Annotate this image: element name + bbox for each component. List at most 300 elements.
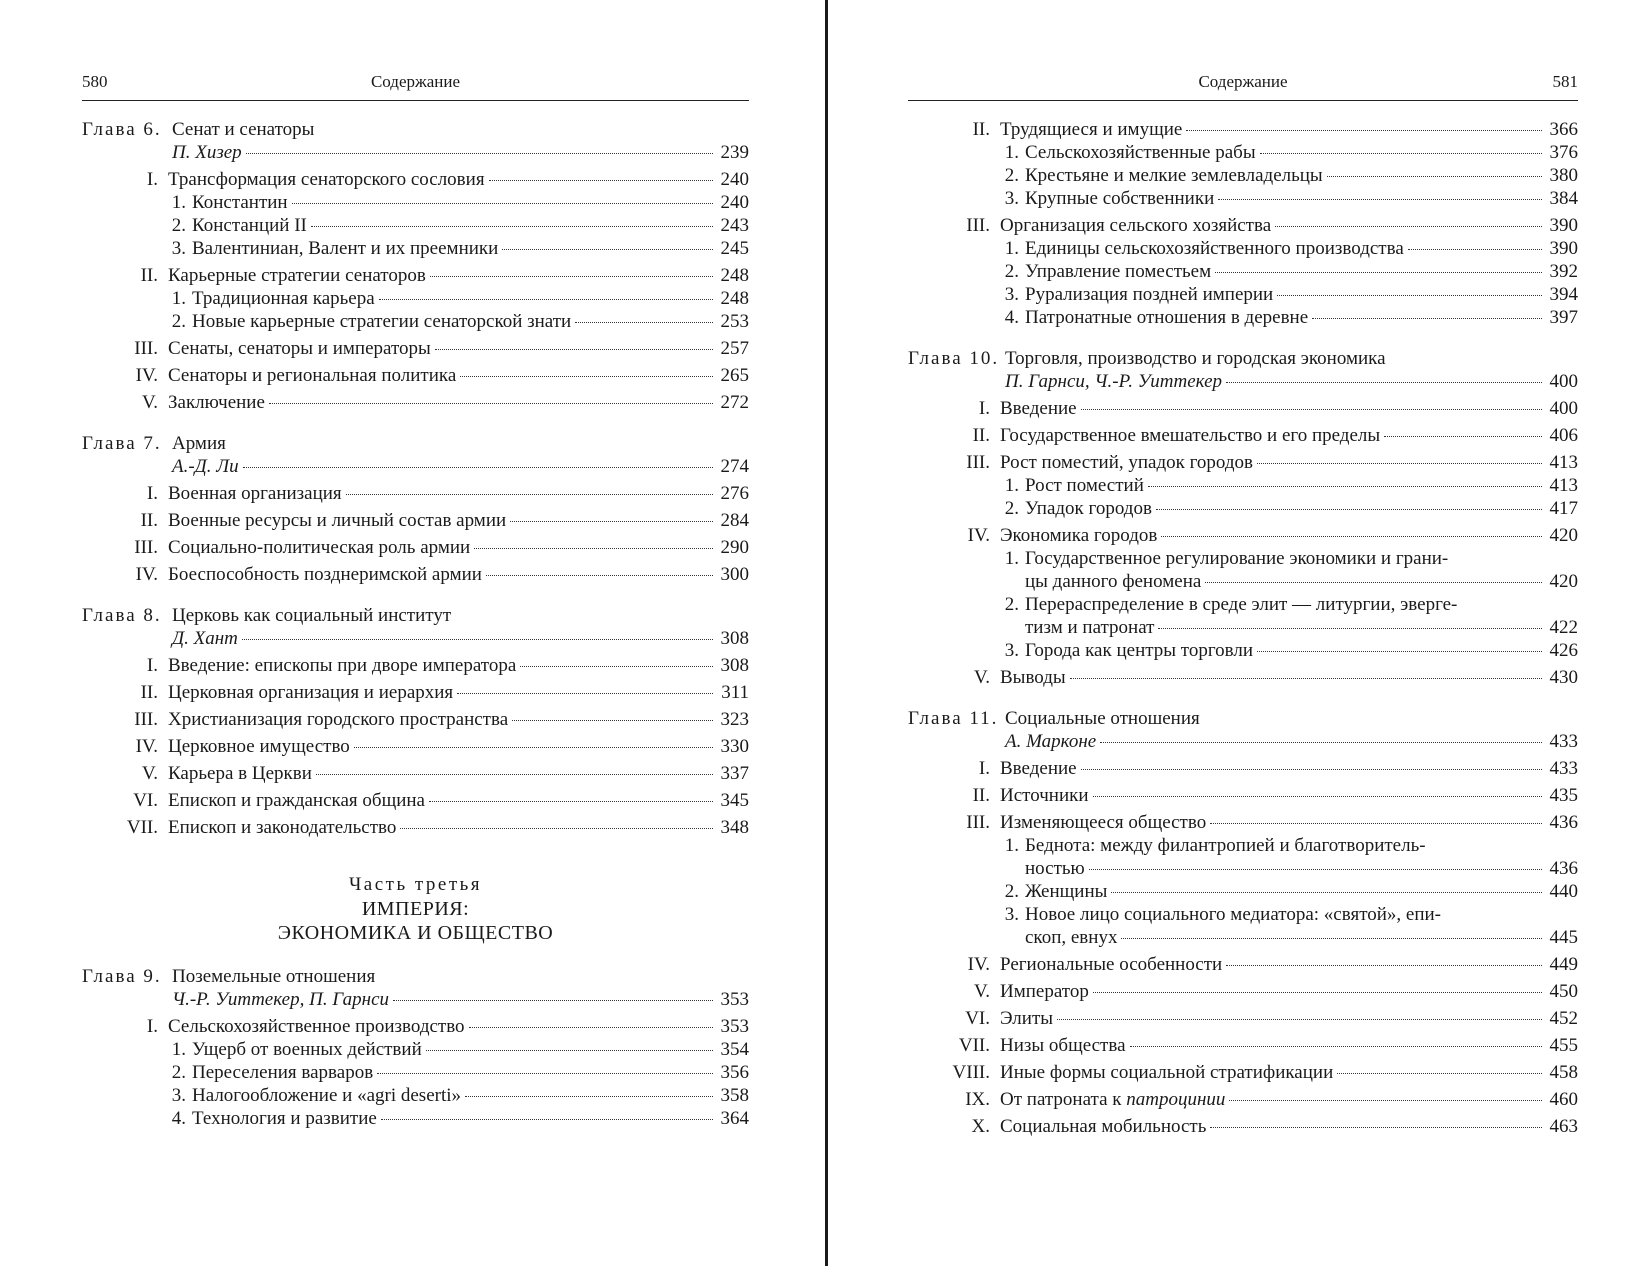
subsection-entry <box>1025 926 1578 949</box>
entry-title: Сельскохозяйственные рабы <box>1025 142 1256 163</box>
table-of-contents <box>82 118 749 1130</box>
entry-label <box>162 310 571 333</box>
dot-leader <box>346 494 713 495</box>
section-entry <box>908 784 1578 807</box>
entry-label <box>995 306 1308 329</box>
entry-title: Низы общества <box>1000 1035 1126 1056</box>
entry-number: I. <box>978 398 990 419</box>
entry-title: Церковная организация и иерархия <box>168 682 454 703</box>
spacer <box>82 414 749 432</box>
entry-number: IV. <box>967 525 990 546</box>
dot-leader <box>1210 1127 1542 1128</box>
chapter-heading <box>82 604 749 627</box>
entry-title: Введение <box>1000 398 1077 419</box>
dot-leader <box>379 299 713 300</box>
entry-number: III. <box>966 215 990 236</box>
entry-title: Женщины <box>1025 881 1108 902</box>
entry-number: IV. <box>967 954 990 975</box>
entry-page: 245 <box>720 238 749 259</box>
entry-title: Христианизация городского пространства <box>168 709 509 730</box>
entry-page: 353 <box>720 1016 749 1037</box>
spacer <box>82 945 749 965</box>
entry-page: 240 <box>720 169 749 190</box>
entry-title: Карьера в Церкви <box>168 763 312 784</box>
entry-page: 436 <box>1549 858 1578 879</box>
chapter-title: Торговля, производство и городская экономика <box>1005 348 1386 369</box>
entry-label <box>82 364 456 387</box>
entry-title: Экономика городов <box>1000 525 1158 546</box>
section-entry <box>82 681 749 704</box>
chapter-title: Армия <box>172 433 226 454</box>
section-entry <box>82 391 749 414</box>
entry-title: Перераспределение в среде элит — литургии, эверге- <box>1025 594 1458 615</box>
entry-number: 2. <box>1004 165 1019 186</box>
entry-label <box>995 283 1273 306</box>
page-number: 581 <box>1552 72 1578 91</box>
entry-label <box>908 811 1206 834</box>
running-title: Содержание <box>370 72 461 91</box>
entry-page: 308 <box>720 628 749 649</box>
subsection-entry <box>162 310 749 333</box>
entry-label <box>1025 570 1201 593</box>
entry-number: 1. <box>1004 142 1019 163</box>
entry-number: III. <box>966 452 990 473</box>
dot-leader <box>1275 226 1542 227</box>
entry-page: 276 <box>720 483 749 504</box>
dot-leader <box>1229 1100 1542 1101</box>
chapter-label: Глава 10. <box>908 348 1000 369</box>
chapter-author <box>82 141 749 164</box>
entry-number: I. <box>146 483 158 504</box>
entry-page: 455 <box>1549 1035 1578 1056</box>
entry-page: 422 <box>1549 617 1578 638</box>
subsection-wrap <box>908 187 1578 210</box>
entry-page: 450 <box>1549 981 1578 1002</box>
subsection-wrap <box>82 237 749 260</box>
entry-number: 2. <box>1004 498 1019 519</box>
subsection-wrap <box>908 141 1578 164</box>
entry-label <box>908 1007 1053 1030</box>
section-entry <box>908 757 1578 780</box>
entry-title: Введение <box>1000 758 1077 779</box>
dot-leader <box>1093 992 1542 993</box>
entry-label <box>82 482 342 505</box>
entry-page: 323 <box>720 709 749 730</box>
section-entry <box>908 953 1578 976</box>
entry-number: IV. <box>135 564 158 585</box>
entry-label <box>82 536 470 559</box>
dot-leader <box>269 403 713 404</box>
entry-page: 440 <box>1549 881 1578 902</box>
entry-label <box>82 1015 465 1038</box>
subsection-wrap <box>995 926 1578 949</box>
entry-number: 3. <box>1004 904 1019 925</box>
dot-leader <box>1205 582 1542 583</box>
entry-title: цы данного феномена <box>1025 571 1202 592</box>
entry-label <box>82 509 506 532</box>
entry-number: VI. <box>133 790 158 811</box>
entry-page: 353 <box>720 989 749 1010</box>
section-entry <box>908 1088 1578 1111</box>
entry-page: 248 <box>720 288 749 309</box>
section-entry <box>908 666 1578 689</box>
subsection-wrap <box>908 306 1578 329</box>
entry-page: 433 <box>1549 758 1578 779</box>
section-entry <box>908 1115 1578 1138</box>
entry-label <box>908 980 1089 1003</box>
entry-label <box>162 1061 373 1084</box>
section-entry <box>82 654 749 677</box>
entry-page: 337 <box>720 763 749 784</box>
entry-number: I. <box>146 655 158 676</box>
entry-page: 240 <box>720 192 749 213</box>
entry-page: 417 <box>1549 498 1578 519</box>
entry-page: 433 <box>1549 731 1578 752</box>
entry-number: 2. <box>171 1062 186 1083</box>
entry-page: 413 <box>1549 452 1578 473</box>
entry-label <box>82 168 485 191</box>
entry-number: VII. <box>958 1035 990 1056</box>
subsection-entry <box>995 497 1578 520</box>
subsection-entry <box>995 237 1578 260</box>
entry-label <box>908 757 1077 780</box>
entry-label <box>995 639 1253 662</box>
entry-page: 358 <box>720 1085 749 1106</box>
entry-page: 239 <box>720 142 749 163</box>
entry-number: II. <box>972 119 990 140</box>
subsection-wrap <box>908 497 1578 520</box>
dot-leader <box>311 226 713 227</box>
chapter-title: Поземельные отношения <box>172 966 376 987</box>
entry-number: 1. <box>1004 835 1019 856</box>
dot-leader <box>426 1050 713 1051</box>
entry-number: VI. <box>965 1008 990 1029</box>
section-entry <box>908 524 1578 547</box>
subsection-entry <box>995 283 1578 306</box>
entry-title: скоп, евнух <box>1025 927 1118 948</box>
entry-label <box>82 563 482 586</box>
entry-page: 366 <box>1549 119 1578 140</box>
entry-number: 1. <box>1004 475 1019 496</box>
entry-label <box>995 474 1144 497</box>
entry-title: Упадок городов <box>1025 498 1152 519</box>
table-of-contents <box>908 118 1578 1138</box>
entry-label <box>908 1034 1126 1057</box>
entry-number: VIII. <box>952 1062 990 1083</box>
dot-leader <box>1215 272 1542 273</box>
dot-leader <box>393 1000 713 1001</box>
entry-number: II. <box>140 510 158 531</box>
spacer <box>908 329 1578 347</box>
entry-page: 272 <box>720 392 749 413</box>
entry-number: 1. <box>171 1039 186 1060</box>
dot-leader <box>400 828 713 829</box>
dot-leader <box>512 720 713 721</box>
entry-title: Крестьяне и мелкие землевладельцы <box>1025 165 1323 186</box>
entry-number: V. <box>141 763 158 784</box>
subsection-entry <box>995 306 1578 329</box>
dot-leader <box>474 548 713 549</box>
entry-label <box>908 784 1089 807</box>
entry-number: 3. <box>1004 284 1019 305</box>
subsection-entry <box>995 260 1578 283</box>
entry-title: Традиционная карьера <box>192 288 375 309</box>
author-name: Ч.-Р. Уиттекер, П. Гарнси <box>172 989 390 1010</box>
section-entry <box>908 118 1578 141</box>
chapter-label: Глава 11. <box>908 708 999 729</box>
subsection-entry <box>995 187 1578 210</box>
subsection-first-line <box>995 593 1578 616</box>
running-title: Содержание <box>1198 72 1288 91</box>
entry-title-italic: патроцинии <box>1126 1089 1226 1110</box>
entry-page: 460 <box>1549 1089 1578 1110</box>
entry-number: V. <box>973 981 990 1002</box>
entry-title: Константин <box>192 192 288 213</box>
subsection-wrap <box>908 834 1578 880</box>
dot-leader <box>1081 409 1542 410</box>
chapter-label: Глава 9. <box>82 966 162 987</box>
dot-leader <box>246 153 713 154</box>
entry-title: Патронатные отношения в деревне <box>1025 307 1309 328</box>
entry-title: Император <box>1000 981 1089 1002</box>
entry-page: 274 <box>720 456 749 477</box>
entry-page: 354 <box>720 1039 749 1060</box>
dot-leader <box>502 249 713 250</box>
entry-label <box>908 953 1222 976</box>
dot-leader <box>435 349 713 350</box>
entry-title: Новые карьерные стратегии сенаторской знати <box>192 311 572 332</box>
subsection-entry <box>162 1107 749 1130</box>
entry-label <box>908 424 1380 447</box>
subsection-entry <box>162 237 749 260</box>
dot-leader <box>1057 1019 1542 1020</box>
entry-title: Региональные особенности <box>1000 954 1223 975</box>
entry-page: 406 <box>1549 425 1578 446</box>
spacer <box>82 586 749 604</box>
dot-leader <box>1100 742 1542 743</box>
entry-number: 2. <box>1004 594 1019 615</box>
entry-label <box>908 1115 1206 1138</box>
entry-page: 348 <box>720 817 749 838</box>
subsection-entry <box>1025 857 1578 880</box>
entry-label <box>908 666 1066 689</box>
book-spine <box>825 0 828 1266</box>
entry-title: Крупные собственники <box>1025 188 1215 209</box>
entry-number: II. <box>972 425 990 446</box>
chapter-heading <box>82 965 749 988</box>
entry-title: Города как центры торговли <box>1025 640 1254 661</box>
entry-label <box>162 287 375 310</box>
entry-label <box>82 337 431 360</box>
dot-leader <box>1226 382 1542 383</box>
entry-number: 1. <box>171 192 186 213</box>
spacer <box>82 839 749 873</box>
entry-page: 445 <box>1549 927 1578 948</box>
entry-title: Элиты <box>1000 1008 1054 1029</box>
subsection-entry <box>162 191 749 214</box>
dot-leader <box>292 203 713 204</box>
chapter-label: Глава 8. <box>82 605 162 626</box>
section-entry <box>82 482 749 505</box>
entry-number: 2. <box>1004 261 1019 282</box>
entry-page: 253 <box>720 311 749 332</box>
subsection-wrap <box>82 214 749 237</box>
entry-title: Введение: епископы при дворе императора <box>168 655 517 676</box>
entry-number: III. <box>134 338 158 359</box>
subsection-wrap <box>908 880 1578 903</box>
entry-title: Ущерб от военных действий <box>192 1039 422 1060</box>
part-title: ЭКОНОМИКА И ОБЩЕСТВО <box>277 922 554 944</box>
entry-page: 458 <box>1549 1062 1578 1083</box>
entry-label <box>908 214 1271 237</box>
entry-page: 290 <box>720 537 749 558</box>
entry-number: II. <box>972 785 990 806</box>
page-number: 580 <box>82 72 108 91</box>
entry-title: Переселения варваров <box>192 1062 374 1083</box>
entry-label <box>82 816 396 839</box>
dot-leader <box>1257 463 1542 464</box>
entry-label <box>82 264 426 287</box>
entry-title: Сенаторы и региональная политика <box>168 365 457 386</box>
subsection-entry <box>162 1061 749 1084</box>
section-entry <box>82 337 749 360</box>
subsection-entry <box>995 474 1578 497</box>
subsection-wrap <box>908 237 1578 260</box>
entry-number: I. <box>978 758 990 779</box>
dot-leader <box>1156 509 1542 510</box>
entry-title: Выводы <box>1000 667 1066 688</box>
entry-number: 2. <box>171 215 186 236</box>
section-entry <box>82 563 749 586</box>
part-label: Часть третья <box>348 874 483 895</box>
entry-label <box>908 524 1157 547</box>
section-entry <box>82 735 749 758</box>
dot-leader <box>1093 796 1542 797</box>
dot-leader <box>1384 436 1542 437</box>
entry-title: Военная организация <box>168 483 342 504</box>
entry-label <box>995 187 1214 210</box>
entry-page: 380 <box>1549 165 1578 186</box>
chapter-heading <box>908 347 1578 370</box>
subsection-entry <box>162 1084 749 1107</box>
entry-title: Карьерные стратегии сенаторов <box>168 265 426 286</box>
entry-number: 3. <box>1004 640 1019 661</box>
dot-leader <box>429 801 713 802</box>
chapter-label: Глава 6. <box>82 119 162 140</box>
dot-leader <box>316 774 713 775</box>
entry-label <box>1025 926 1117 949</box>
subsection-wrap <box>82 1107 749 1130</box>
entry-title: Единицы сельскохозяйственного производства <box>1025 238 1404 259</box>
entry-page: 257 <box>720 338 749 359</box>
entry-number: VII. <box>126 817 158 838</box>
entry-page: 436 <box>1549 812 1578 833</box>
entry-page: 400 <box>1549 371 1578 392</box>
entry-page: 390 <box>1549 238 1578 259</box>
entry-title: Трудящиеся и имущие <box>1000 119 1183 140</box>
entry-number: IX. <box>965 1089 990 1110</box>
entry-page: 248 <box>720 265 749 286</box>
entry-number: V. <box>141 392 158 413</box>
entry-number: 4. <box>1004 307 1019 328</box>
entry-title: Организация сельского хозяйства <box>1000 215 1272 236</box>
entry-label <box>995 497 1152 520</box>
entry-page: 397 <box>1549 307 1578 328</box>
entry-label <box>995 164 1323 187</box>
entry-page: 356 <box>720 1062 749 1083</box>
entry-title: Заключение <box>168 392 265 413</box>
entry-title: Технология и развитие <box>192 1108 377 1129</box>
entry-page: 449 <box>1549 954 1578 975</box>
entry-label <box>82 762 312 785</box>
chapter-label: Глава 7. <box>82 433 162 454</box>
dot-leader <box>354 747 713 748</box>
dot-leader <box>1327 176 1542 177</box>
entry-page: 345 <box>720 790 749 811</box>
entry-title: Рост поместий, упадок городов <box>1000 452 1254 473</box>
entry-label <box>82 735 350 758</box>
dot-leader <box>1161 536 1542 537</box>
entry-page: 384 <box>1549 188 1578 209</box>
section-entry <box>82 509 749 532</box>
dot-leader <box>1312 318 1542 319</box>
subsection-first-line <box>995 834 1578 857</box>
dot-leader <box>486 575 713 576</box>
entry-label <box>82 391 265 414</box>
dot-leader <box>469 1027 713 1028</box>
entry-title: Государственное регулирование экономики и грани- <box>1025 548 1449 569</box>
dot-leader <box>1148 486 1542 487</box>
subsection-wrap <box>82 310 749 333</box>
subsection-wrap <box>908 283 1578 306</box>
entry-number: 3. <box>1004 188 1019 209</box>
entry-title: Управление поместьем <box>1025 261 1212 282</box>
entry-page: 243 <box>720 215 749 236</box>
entry-number: 2. <box>1004 881 1019 902</box>
entry-title: Источники <box>1000 785 1089 806</box>
dot-leader <box>1226 965 1542 966</box>
subsection-wrap <box>995 570 1578 593</box>
entry-page: 392 <box>1549 261 1578 282</box>
subsection-wrap <box>908 547 1578 593</box>
entry-title: Трансформация сенаторского сословия <box>168 169 485 190</box>
chapter-title: Сенат и сенаторы <box>172 119 315 140</box>
subsection-entry <box>1025 616 1578 639</box>
chapter-title: Церковь как социальный институт <box>172 605 452 626</box>
dot-leader <box>1111 892 1542 893</box>
dot-leader <box>510 521 713 522</box>
dot-leader <box>1218 199 1542 200</box>
entry-page: 284 <box>720 510 749 531</box>
part-heading <box>82 873 749 945</box>
subsection-wrap <box>82 1061 749 1084</box>
section-entry <box>908 1061 1578 1084</box>
dot-leader <box>1158 628 1542 629</box>
section-entry <box>908 811 1578 834</box>
spacer <box>908 689 1578 707</box>
entry-page: 435 <box>1549 785 1578 806</box>
subsection-wrap <box>908 903 1578 949</box>
dot-leader <box>1337 1073 1542 1074</box>
subsection-wrap <box>82 287 749 310</box>
entry-label <box>995 260 1211 283</box>
dot-leader <box>1121 938 1542 939</box>
entry-title: Изменяющееся общество <box>1000 812 1207 833</box>
entry-page: 426 <box>1549 640 1578 661</box>
entry-title: Епископ и гражданская община <box>168 790 425 811</box>
subsection-entry <box>1025 570 1578 593</box>
entry-title: Беднота: между филантропией и благотворитель- <box>1025 835 1426 856</box>
